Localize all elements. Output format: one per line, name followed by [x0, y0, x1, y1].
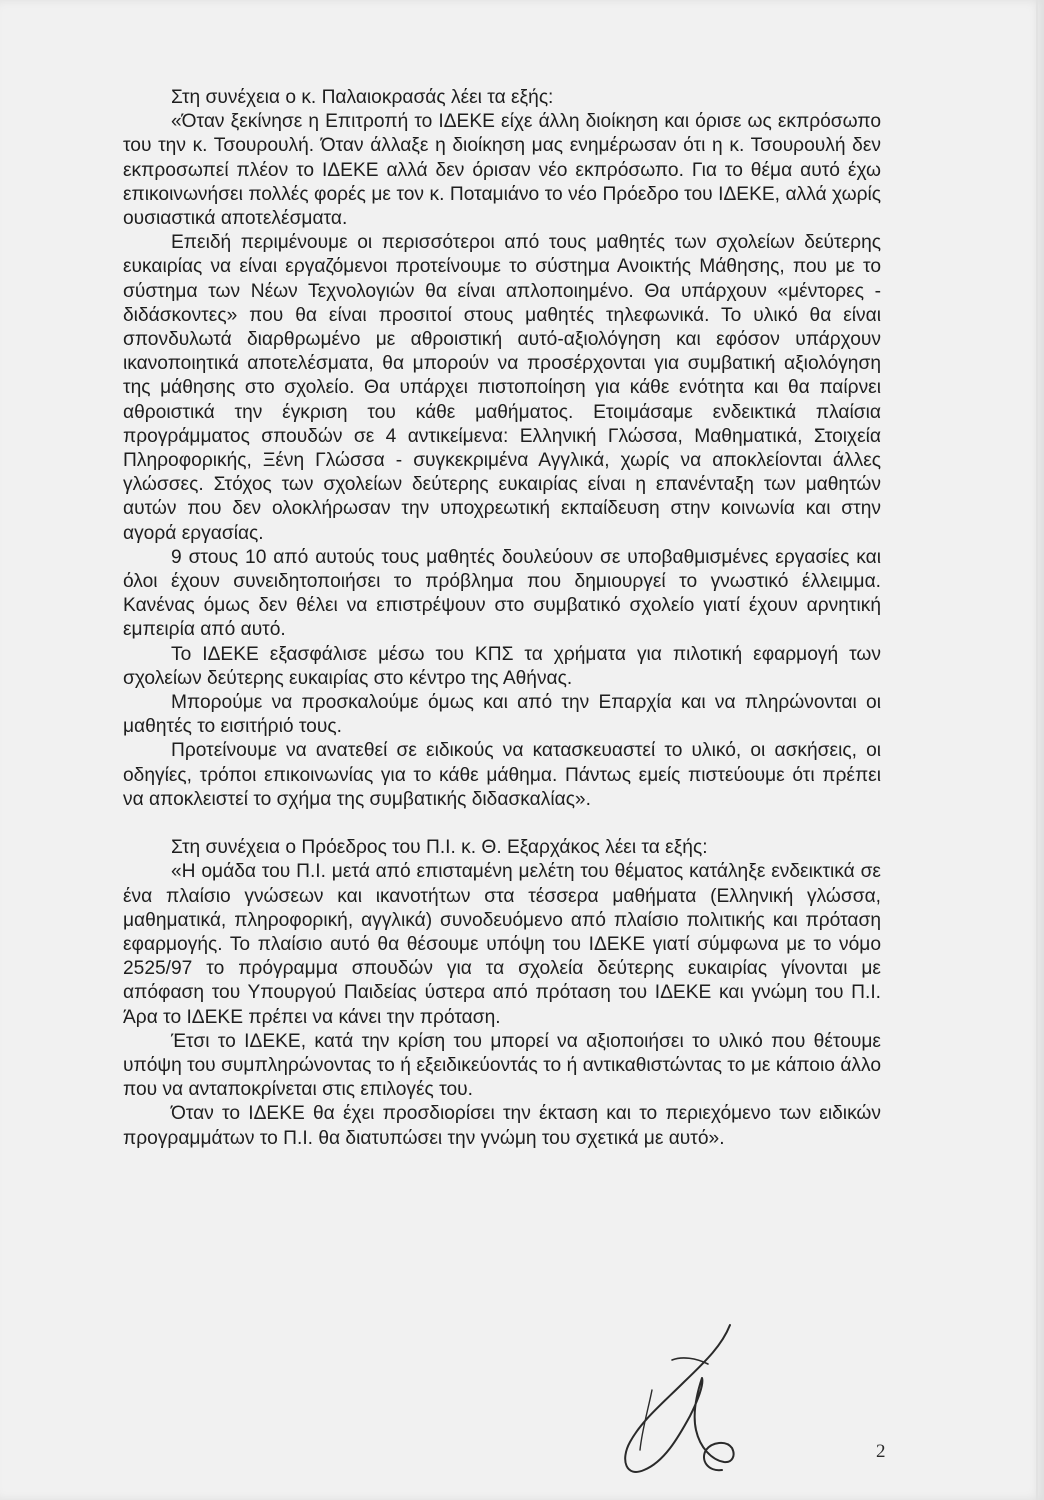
paragraph-intro-palaiokrasas: Στη συνέχεια ο κ. Παλαιοκρασάς λέει τα εξής:	[171, 87, 554, 108]
paragraph-province: Μπορούμε να προσκαλούμε όμως και από την Επαρχία και να πληρώνονται οι μαθητές το εισιτήριό τους.	[123, 692, 881, 738]
paragraph-funding: Το ΙΔΕΚΕ εξασφάλισε μέσω του ΚΠΣ τα χρήματα για πιλοτική εφαρμογή των σχολείων δεύτερης ευκαιρίας στο κέντρο της Αθήνας.	[123, 643, 881, 689]
paragraph-ideke-discretion: Έτσι το ΙΔΕΚΕ, κατά την κρίση του μπορεί να αξιοποιήσει το υλικό που θέτουμε υπόψη του συμπληρώνοντας το ή εξειδικεύοντάς το ή αντικαθιστώντας το με κάποιο άλλο που να ανταποκρίνεται στις επιλογές του.	[123, 1030, 881, 1101]
paragraph-pi-opinion: Όταν το ΙΔΕΚΕ θα έχει προσδιορίσει την έκταση και το περιεχόμενο των ειδικών προγραμμάτων το Π.Ι. θα διατυπώσει την γνώμη του σχετικά με αυτό».	[123, 1103, 881, 1149]
paragraph-intro-exarchakos: Στη συνέχεια ο Πρόεδρος του Π.Ι. κ. Θ. Εξαρχάκος λέει τα εξής:	[171, 837, 708, 859]
page-number: 2	[876, 1441, 886, 1462]
handwritten-signature	[612, 1320, 762, 1480]
paragraph-proposal-experts: Προτείνουμε να ανατεθεί σε ειδικούς να κατασκευαστεί το υλικό, οι ασκήσεις, οι οδηγίες, τρόποι επικοινωνίας για το κάθε μάθημα. Πάντως εμείς πιστεύουμε ότι πρέπει να αποκλειστεί το σχήμα της συμβατικής διδασκαλίας».	[123, 740, 881, 810]
paragraph-students-work: 9 στους 10 από αυτούς τους μαθητές δουλεύουν σε υποβαθμισμένες εργασίες και όλοι έχουν συνειδητοποιήσει το πρόβλημα που δημιουργεί το γνωστικό έλλειμμα. Κανένας όμως δεν θέλει να επιστρέψουν στο συμβατικό σχολείο γιατί έχουν αρνητική εμπειρία από αυτό.	[123, 546, 881, 641]
page-edge	[1036, 0, 1038, 1500]
paragraph-committee-representative: «Όταν ξεκίνησε η Επιτροπή το ΙΔΕΚΕ είχε άλλη διοίκηση και όρισε ως εκπρόσωπο του την κ. Τσουρουλή. Όταν άλλαξε η διοίκηση μας ενημέρωσαν ότι η κ. Τσουρουλή δεν εκπροσωπεί πλέον το ΙΔΕΚΕ αλλά δεν όρισαν νέο εκπρόσωπο. Για το θέμα αυτό έχω επικοινωνήσει πολλές φορές με τον κ. Ποταμιάνο το νέο Πρόεδρο του ΙΔΕΚΕ, αλλά χωρίς ουσιαστικά αποτελέσματα.	[123, 111, 881, 230]
paragraph-pi-team-framework: «Η ομάδα του Π.Ι. μετά από επισταμένη μελέτη του θέματος κατάληξε ενδεικτικά σε ένα πλαίσιο γνώσεων και ικανοτήτων στα τέσσερα μαθήματα (Ελληνική γλώσσα, μαθηματικά, πληροφορική, αγγλικά) συνοδευόμενο από πλαίσιο πολιτικής και πρόταση εφαρμογής. Το πλαίσιο αυτό θα θέσουμε υπόψη του ΙΔΕΚΕ γιατί σύμφωνα με το νόμο 2525/97 το πρόγραμμα σπουδών για τα σχολεία δεύτερης ευκαιρίας γίνονται με απόφαση του Υπουργού Παιδείας ύστερα από πρόταση του ΙΔΕΚΕ και γνώμη του Π.Ι. Άρα το ΙΔΕΚΕ πρέπει να κάνει την πρόταση.	[123, 861, 881, 1028]
document-body	[123, 86, 881, 1151]
paragraph-open-learning: Επειδή περιμένουμε οι περισσότεροι από τους μαθητές των σχολείων δεύτερης ευκαιρίας να είναι εργαζόμενοι προτείνουμε το σύστημα Ανοικτής Μάθησης, που με το σύστημα των Νέων Τεχνολογιών θα είναι απλοποιημένο. Θα υπάρχουν «μέντορες - διδάσκοντες» που θα είναι προσιτοί στους μαθητές τηλεφωνικά. Το υλικό θα είναι σπονδυλωτά διαρθρωμένο με αθροιστική αυτό-αξιολόγηση και εφόσον υπάρχουν ικανοποιητικά αποτελέσματα, θα μπορούν να προσέρχονται για συμβατική αξιολόγηση της μάθησης στο σχολείο. Θα υπάρχει πιστοποίηση για κάθε ενότητα και θα παίρνει αθροιστικά την έγκριση του κάθε μαθήματος. Ετοιμάσαμε ενδεικτικά πλαίσια προγράμματος σπουδών σε 4 αντικείμενα: Ελληνική Γλώσσα, Μαθηματικά, Στοιχεία Πληροφορικής, Ξένη Γλώσσα - συγκεκριμένα Αγγλικά, χωρίς να αποκλείονται άλλες γλώσσες. Στόχος των σχολείων δεύτερης ευκαιρίας είναι η επανένταξη των μαθητών αυτών που δεν ολοκλήρωσαν την υποχρεωτική εκπαίδευση στην κοινωνία και στην αγορά εργασίας.	[123, 232, 881, 544]
